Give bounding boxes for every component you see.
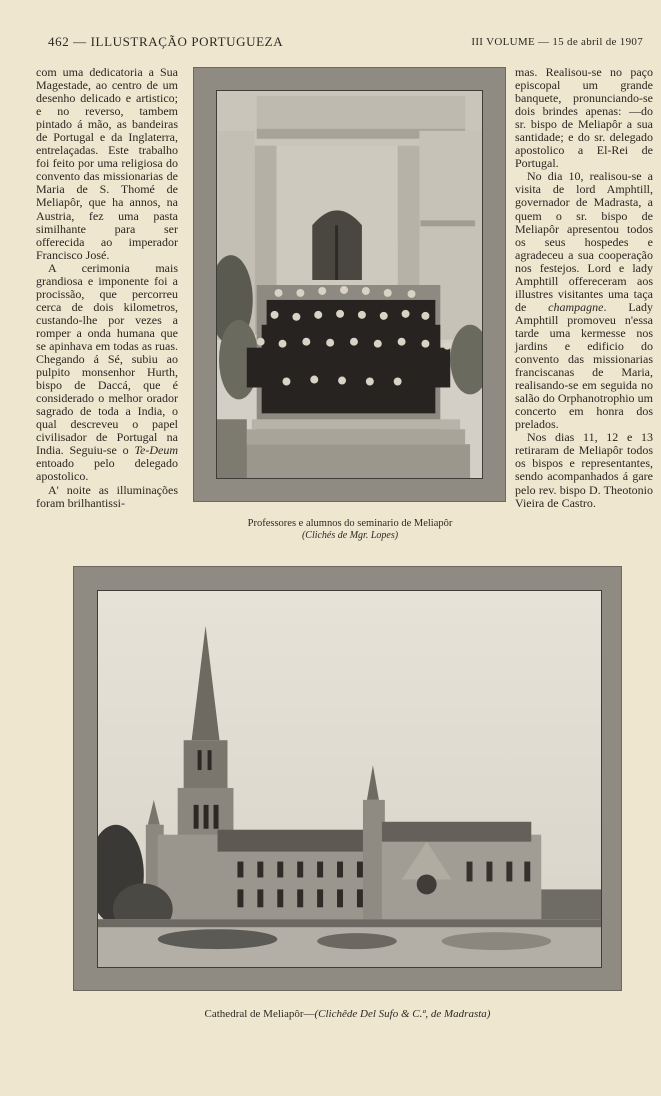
cathedral-photo: [97, 590, 602, 968]
volume-and-date: III VOLUME — 15 de abril de 1907: [471, 36, 643, 48]
paragraph: Nos dias 11, 12 e 13 retiraram de Meliapôr todos os bispos e representantes, sendo acompanhados á gare pelo rev. bispo D. Theotonio Vieira de Castro.: [515, 430, 653, 510]
paragraph: A' noite as illuminações foram brilhantissi-: [36, 482, 178, 510]
page-header: [0, 0, 661, 56]
seminary-photo-caption: Professores e alumnos do seminario de Meliapôr: [247, 518, 453, 529]
cathedral-photo-caption: Cathedral de Meliapôr—(Clichêde Del Sufo & C.ª, de Madrasta): [204, 1008, 491, 1020]
seminary-photo-image: [217, 91, 482, 478]
paragraph: com uma dedicatoria a Sua Magestade, ao centro de um desenho delicado e artistico; e no reverso, tambem pintado á mão, as bandeiras de Portugal e da Inglaterra, entrelaçadas. Este trabalho foi feito por uma religiosa do convento das missionarias de Maria de S. Thomé de Meliapôr, que ha annos, na Austria, fez uma pasta similhante para ser offerecida ao imperador Francisco José.: [36, 65, 178, 262]
seminary-photo-credit: (Clichés de Mgr. Lopes): [301, 530, 399, 541]
article-column-right: [515, 66, 653, 510]
page-number-and-title: 462 — ILLUSTRAÇÃO PORTUGUEZA: [48, 34, 284, 49]
cathedral-photo-image: [98, 591, 601, 967]
seminary-group-photo: [216, 90, 483, 479]
seminary-photo-frame: [193, 67, 506, 502]
paragraph: A cerimonia mais grandiosa e imponente foi a procissão, que percorreu cerca de dois kilometros, custando-lhe por vezes a romper a onda humana que se apinhava em todas as ruas. Chegando á Sé, subiu ao pulpito monsenhor Hurth, bispo de Daccá, que é considerado o melhor orador sagrado de toda a India, o qual descreveu o papel civilisador de Portugal na India. Seguiu-se o Te-Deum entoado pelo delegado apostolico.: [36, 260, 178, 484]
paragraph: mas. Realisou-se no paço episcopal um grande banquete, pronunciando-se dois brindes apenas: —do sr. bispo de Meliapôr a sua santidade; e do sr. delegado apostolico a El-Rei de Portugal.: [515, 65, 653, 171]
article-column-left: [36, 66, 178, 510]
cathedral-photo-frame: [73, 566, 622, 991]
paragraph: No dia 10, realisou-se a visita de lord Amphtill, governador de Madrasta, a quem o sr. bispo de Meliapôr apresentou todos os seus hospedes e agradeceu a sua cooperação nos festejos. Lord e lady Amphtill offereceram aos illustres visitantes uma taça de champagne. Lady Amphtill promoveu n'essa tarde uma kermesse nos jardins e edificio do convento das missionarias franciscanas de Maria, realisando-se em seguida no salão do Orphanotrophio um concerto em honra dos prelados.: [515, 169, 653, 432]
